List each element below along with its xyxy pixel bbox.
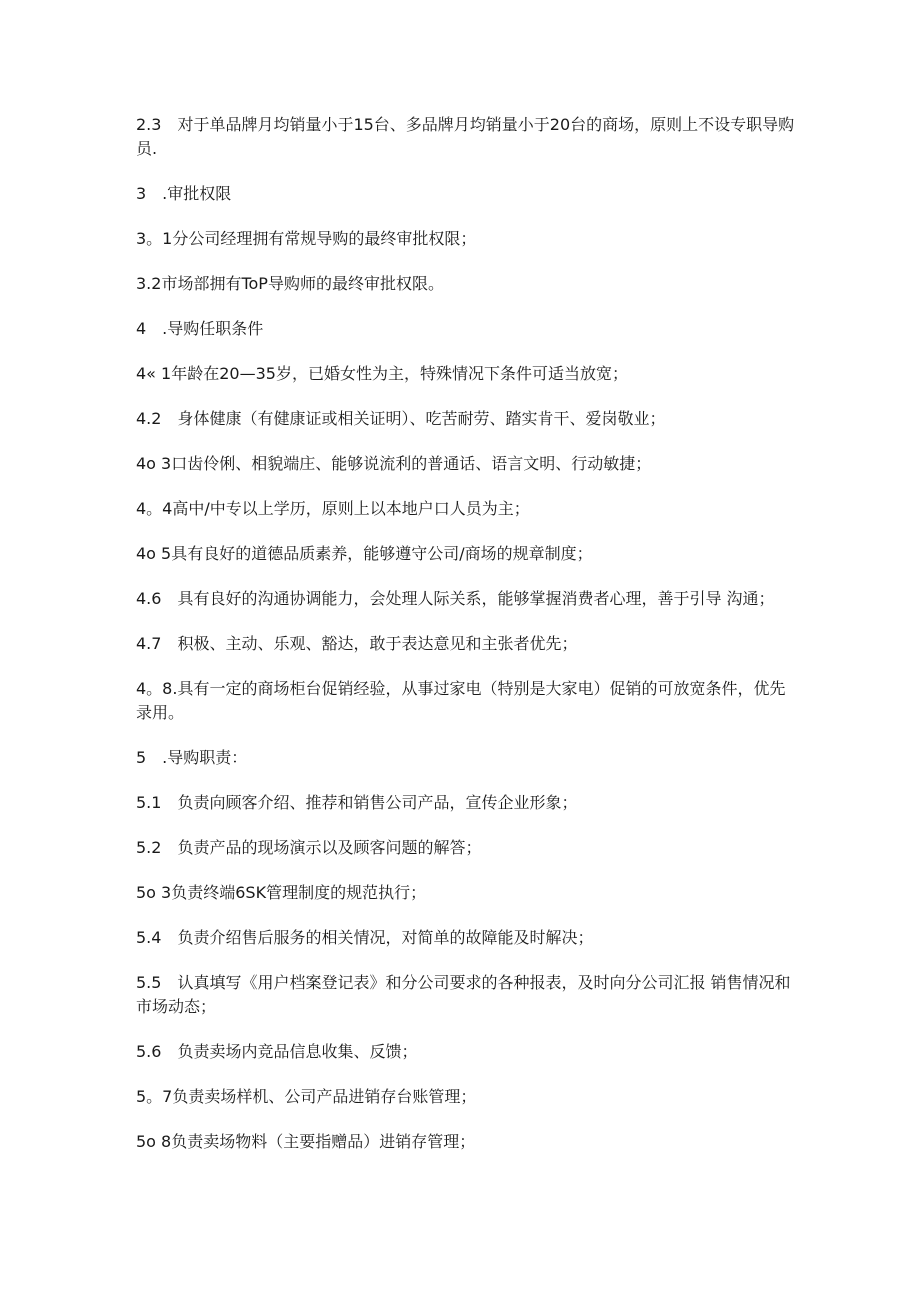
paragraph-4-3: 4o 3口齿伶俐、相貌端庄、能够说流利的普通话、语言文明、行动敏捷； <box>136 454 652 473</box>
paragraph-5-6: 5.6 负责卖场内竞品信息收集、反馈； <box>136 1042 418 1061</box>
paragraph-5-4: 5.4 负责介绍售后服务的相关情况，对简单的故障能及时解决； <box>136 928 594 947</box>
paragraph-4-2: 4.2 身体健康（有健康证或相关证明）、吃苦耐劳、踏实肯干、爱岗敬业； <box>136 409 666 428</box>
paragraph-2-3: 2.3 对于单品牌月均销量小于15台、多品牌月均销量小于20台的商场，原则上不设专职导购员. <box>136 115 795 158</box>
paragraph-5-2: 5.2 负责产品的现场演示以及顾客问题的解答； <box>136 838 482 857</box>
section-heading-approval: 3 .审批权限 <box>136 184 232 203</box>
paragraph-5-8: 5o 8负责卖场物料（主要指赠品）进销存管理； <box>136 1132 476 1151</box>
section-heading-duties: 5 .导购职责： <box>136 748 248 767</box>
section-heading-qualifications: 4 .导购任职条件 <box>136 319 264 338</box>
paragraph-4-1: 4« 1年龄在20—35岁，已婚女性为主，特殊情况下条件可适当放宽； <box>136 364 628 383</box>
paragraph-5-5: 5.5 认真填写《用户档案登记表》和分公司要求的各种报表，及时向分公司汇报 销售情况和市场动态； <box>136 973 791 1016</box>
paragraph-4-4: 4。4高中/中专以上学历，原则上以本地户口人员为主； <box>136 499 530 518</box>
paragraph-4-5: 4o 5具有良好的道德品质素养，能够遵守公司/商场的规章制度； <box>136 544 593 563</box>
paragraph-5-7: 5。7负责卖场样机、公司产品进销存台账管理； <box>136 1087 477 1106</box>
paragraph-3-1: 3。1分公司经理拥有常规导购的最终审批权限； <box>136 229 477 248</box>
paragraph-4-6: 4.6 具有良好的沟通协调能力，会处理人际关系，能够掌握消费者心理，善于引导 沟通； <box>136 589 775 608</box>
paragraph-3-2: 3.2市场部拥有ToP导购师的最终审批权限。 <box>136 274 444 293</box>
paragraph-4-7: 4.7 积极、主动、乐观、豁达，敢于表达意见和主张者优先； <box>136 634 578 653</box>
paragraph-5-3: 5o 3负责终端6SK管理制度的规范执行； <box>136 883 427 902</box>
paragraph-5-1: 5.1 负责向顾客介绍、推荐和销售公司产品，宣传企业形象； <box>136 793 578 812</box>
paragraph-4-8: 4。8.具有一定的商场柜台促销经验，从事过家电（特别是大家电）促销的可放宽条件，优先录用。 <box>136 679 786 722</box>
document-body <box>136 113 796 1175</box>
